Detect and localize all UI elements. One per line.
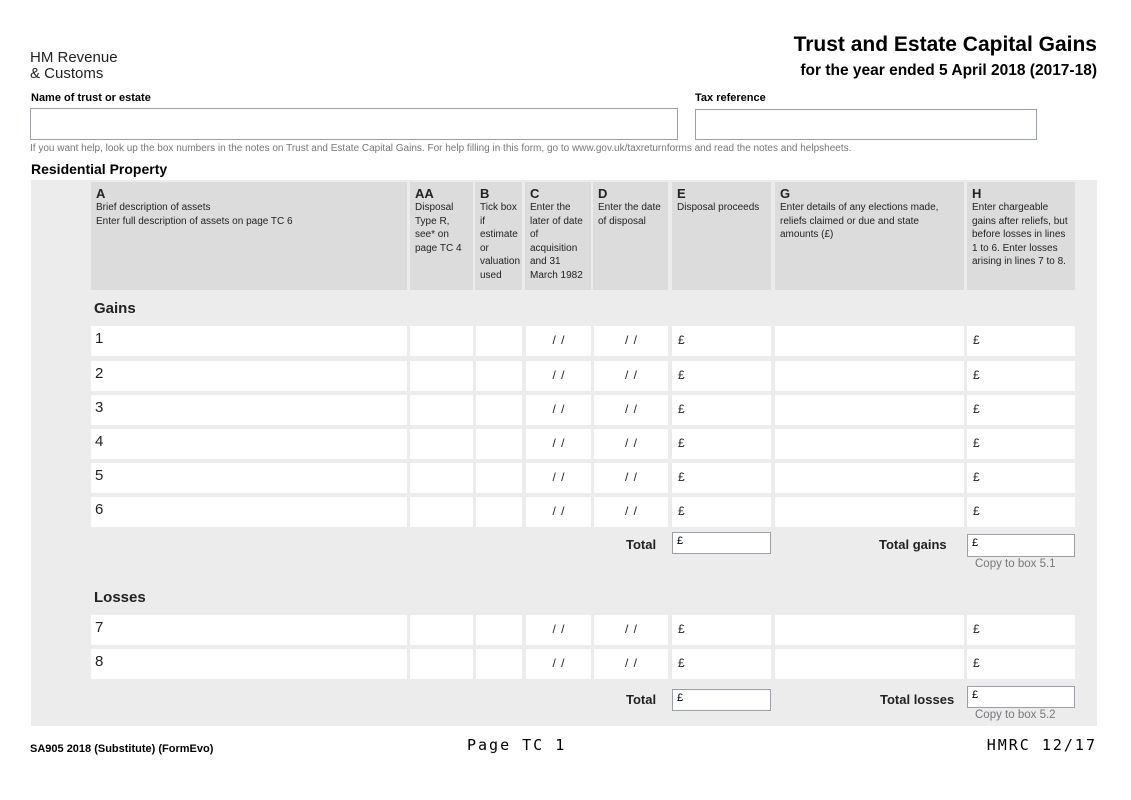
disposal-type-cell[interactable] [410,649,473,679]
help-text: If you want help, look up the box numbers in the notes on Trust and Estate Capital Gains. For help filling in this form, go to www.gov.uk/taxreturnforms and read the notes and helpsheets. [30,143,852,154]
estimate-tick-cell[interactable] [476,463,522,493]
form-subtitle: for the year ended 5 April 2018 (2017-18) [800,62,1097,79]
acquisition-date-cell[interactable]: / / [526,326,591,356]
disposal-type-cell[interactable] [410,326,473,356]
total-losses-label: Total losses [880,692,955,707]
acquisition-date-cell[interactable]: / / [526,615,591,645]
elections-cell[interactable] [775,497,964,527]
column-a-text-2: Enter full description of assets on page TC 6 [96,215,293,227]
elections-cell[interactable] [775,395,964,425]
page-number: Page TC 1 [467,736,567,754]
column-letter-c: C [530,186,540,201]
disposal-type-cell[interactable] [410,497,473,527]
proceeds-cell[interactable]: £ [672,395,771,425]
tax-reference-label: Tax reference [695,92,766,104]
trust-name-field[interactable] [30,108,678,140]
proceeds-cell[interactable]: £ [672,615,771,645]
disposal-date-cell[interactable]: / / [594,497,668,527]
estimate-tick-cell[interactable] [476,361,522,391]
column-header-c [525,182,591,290]
chargeable-gains-cell[interactable]: £ [967,615,1075,645]
column-letter-h: H [972,186,982,201]
disposal-type-cell[interactable] [410,429,473,459]
form-title: Trust and Estate Capital Gains [793,33,1097,56]
column-header-a [91,182,407,290]
description-cell[interactable]: 6 [91,497,407,527]
column-header-e [672,182,771,290]
column-letter-e: E [677,186,686,201]
description-cell[interactable]: 5 [91,463,407,493]
disposal-date-cell[interactable]: / / [594,429,668,459]
description-cell[interactable]: 8 [91,649,407,679]
hmrc-reference: HMRC 12/17 [986,736,1097,754]
proceeds-cell[interactable]: £ [672,429,771,459]
trust-name-label: Name of trust or estate [31,92,151,104]
disposal-type-cell[interactable] [410,615,473,645]
form-identifier: SA905 2018 (Substitute) (FormEvo) [30,743,214,755]
column-letter-g: G [780,186,791,201]
losses-total-label: Total [626,692,657,707]
estimate-tick-cell[interactable] [476,615,522,645]
disposal-type-cell[interactable] [410,463,473,493]
elections-cell[interactable] [775,463,964,493]
copy-to-box-5-2-note: Copy to box 5.2 [975,709,1056,721]
acquisition-date-cell[interactable]: / / [526,395,591,425]
gains-heading: Gains [94,300,136,317]
elections-cell[interactable] [775,326,964,356]
copy-to-box-5-1-note: Copy to box 5.1 [975,558,1056,570]
disposal-date-cell[interactable]: / / [594,326,668,356]
column-letter-b: B [480,186,490,201]
disposal-date-cell[interactable]: / / [594,615,668,645]
estimate-tick-cell[interactable] [476,497,522,527]
chargeable-gains-cell[interactable]: £ [967,463,1075,493]
elections-cell[interactable] [775,429,964,459]
description-cell[interactable]: 4 [91,429,407,459]
chargeable-gains-cell[interactable]: £ [967,395,1075,425]
acquisition-date-cell[interactable]: / / [526,463,591,493]
acquisition-date-cell[interactable]: / / [526,649,591,679]
elections-cell[interactable] [775,361,964,391]
column-letter-d: D [598,186,608,201]
column-e-text: Disposal proceeds [677,202,760,213]
total-gains-field[interactable]: £ [967,534,1075,557]
disposal-date-cell[interactable]: / / [594,463,668,493]
proceeds-cell[interactable]: £ [672,326,771,356]
losses-total-field[interactable]: £ [672,689,771,711]
gains-total-field[interactable]: £ [672,532,771,554]
column-h-text: Enter chargeable gains after reliefs, but before losses in lines 1 to 6. Enter losses arising in lines 7 to 8. [972,202,1068,267]
column-header-aa [410,182,473,290]
column-letter-aa: AA [415,186,434,201]
description-cell[interactable]: 1 [91,326,407,356]
column-a-text-1: Brief description of assets [96,202,211,213]
proceeds-cell[interactable]: £ [672,649,771,679]
column-g-text: Enter details of any elections made, reliefs claimed or due and state amounts (£) [780,202,939,240]
column-header-h [967,182,1075,290]
disposal-type-cell[interactable] [410,361,473,391]
disposal-date-cell[interactable]: / / [594,361,668,391]
tax-reference-field[interactable] [695,109,1037,140]
disposal-type-cell[interactable] [410,395,473,425]
estimate-tick-cell[interactable] [476,649,522,679]
logo-line-2: & Customs [30,65,104,82]
chargeable-gains-cell[interactable]: £ [967,361,1075,391]
disposal-date-cell[interactable]: / / [594,395,668,425]
elections-cell[interactable] [775,615,964,645]
estimate-tick-cell[interactable] [476,429,522,459]
chargeable-gains-cell[interactable]: £ [967,429,1075,459]
estimate-tick-cell[interactable] [476,326,522,356]
description-cell[interactable]: 2 [91,361,407,391]
gains-total-label: Total [626,537,657,552]
chargeable-gains-cell[interactable]: £ [967,649,1075,679]
column-b-text: Tick box if estimate or valuation used [480,202,521,281]
logo-line-1: HM Revenue [30,49,118,66]
section-title: Residential Property [31,161,168,177]
column-header-g [775,182,964,290]
column-header-b [475,182,522,290]
column-d-text: Enter the date of disposal [598,202,661,227]
proceeds-cell[interactable]: £ [672,463,771,493]
proceeds-cell[interactable]: £ [672,361,771,391]
acquisition-date-cell[interactable]: / / [526,429,591,459]
chargeable-gains-cell[interactable]: £ [967,497,1075,527]
column-header-d [593,182,668,290]
description-cell[interactable]: 3 [91,395,407,425]
losses-heading: Losses [94,589,146,606]
chargeable-gains-cell[interactable]: £ [967,326,1075,356]
disposal-date-cell[interactable]: / / [594,649,668,679]
estimate-tick-cell[interactable] [476,395,522,425]
total-losses-field[interactable]: £ [967,686,1075,708]
total-gains-label: Total gains [879,537,947,552]
hmrc-logo [30,50,118,82]
column-letter-a: A [96,186,106,201]
column-c-text: Enter the later of date of acquisition and 31 March 1982 [530,202,583,281]
elections-cell[interactable] [775,649,964,679]
proceeds-cell[interactable]: £ [672,497,771,527]
description-cell[interactable]: 7 [91,615,407,645]
acquisition-date-cell[interactable]: / / [526,361,591,391]
acquisition-date-cell[interactable]: / / [526,497,591,527]
column-aa-text: Disposal Type R, see* on page TC 4 [415,202,462,254]
